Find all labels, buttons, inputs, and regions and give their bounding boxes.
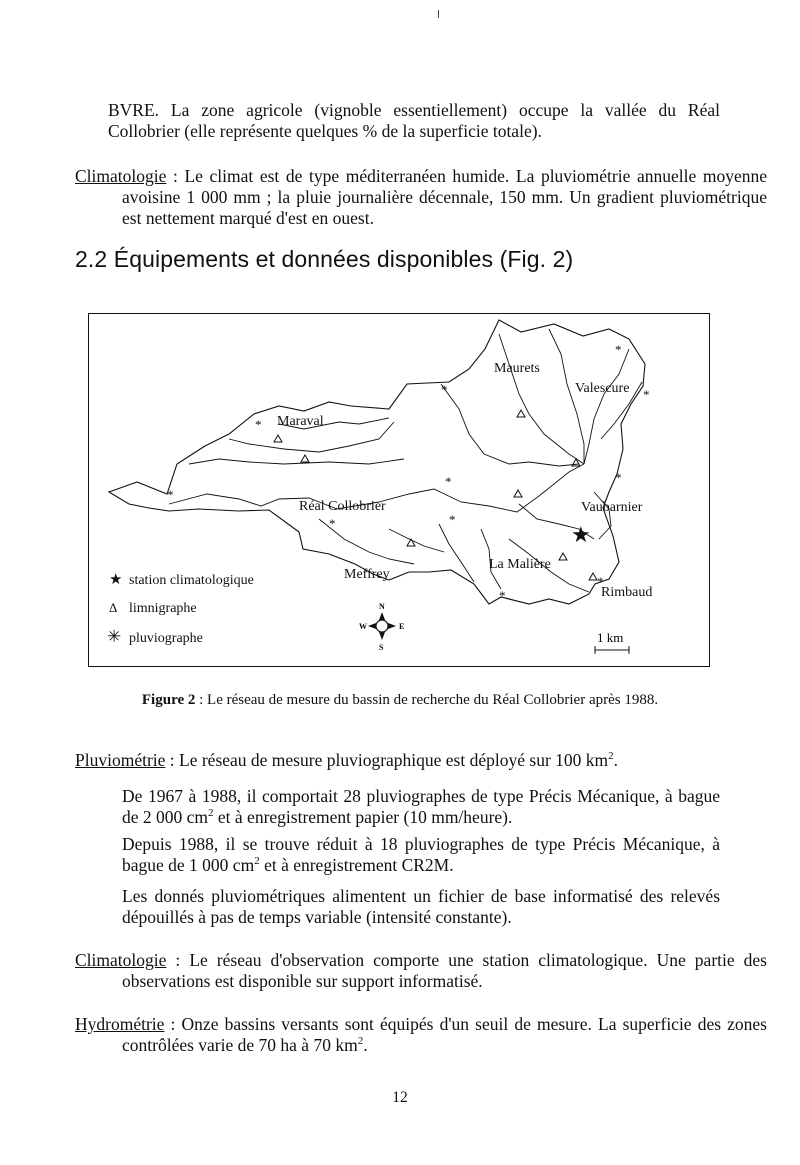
- pluviometrie-1988: Depuis 1988, il se trouve réduit à 18 pluviographes de type Précis Mécanique, à bague de 1 000 $cm^2$ et à enregistrement CR2M.: [122, 834, 720, 875]
- basin-map: [89, 314, 709, 666]
- place-maurets: Maurets: [494, 361, 540, 376]
- place-maraval: Maraval: [277, 414, 324, 429]
- climatologie-2-label: Climatologie: [75, 950, 167, 970]
- limnigraph-icon: [274, 435, 282, 442]
- scale-bar: [595, 630, 629, 654]
- place-real-collobrier: Réal Collobrier: [299, 499, 386, 514]
- place-rimbaud: Rimbaud: [601, 585, 653, 600]
- section-heading: 2.2 Équipements et données disponibles (Fig. 2): [75, 246, 574, 272]
- limnigraph-icon: [559, 553, 567, 560]
- pluviometrie-paragraph: Pluviométrie : Le réseau de mesure pluviographique est déployé sur 100 $km^2$.: [75, 750, 619, 770]
- limnigraph-icon: [514, 490, 522, 497]
- hydrometrie-paragraph: Hydrométrie : Onze bassins versants sont équipés d'un seuil de mesure. La superficie des zones contrôlées varie de 70 ha à 70 $km^2$.: [75, 1014, 767, 1055]
- pluviograph-icon: *: [329, 516, 336, 531]
- legend-limnigraph: limnigraphe: [129, 601, 197, 616]
- limnigraph-markers: [274, 410, 597, 580]
- pluviograph-icon: *: [167, 487, 174, 502]
- pluviometrie-label: Pluviométrie: [75, 750, 166, 770]
- place-valescure: Valescure: [575, 381, 630, 396]
- compass-n: N: [379, 602, 385, 611]
- pluviograph-icon: *: [441, 382, 448, 397]
- compass-s: S: [379, 643, 384, 652]
- scan-mark: [438, 10, 439, 18]
- intro-paragraph: [108, 100, 720, 142]
- climatologie-label: Climatologie: [75, 166, 167, 186]
- place-la-malere: La Malière: [489, 557, 551, 572]
- climatological-station-star-icon: ★: [571, 522, 591, 547]
- asterisk-icon: ✳: [107, 627, 122, 646]
- climatologie-2-paragraph: [75, 950, 767, 992]
- climatologie-text: : Le climat est de type méditerranéen humide. La pluviométrie annuelle moyenne avoisine 1 000 mm ; la pluie journalière décennale, 150 mm. Un gradient pluviométrique est nettement marqué d'est en ouest.: [122, 166, 767, 228]
- pluviometrie-donnees: Les donnés pluviométriques alimentent un fichier de base informatisé des relevés dépouillés à pas de temps variable (intensité constante).: [122, 886, 720, 927]
- figure-caption: [0, 690, 800, 711]
- pluviograph-icon: *: [597, 574, 604, 589]
- compass-w: W: [359, 622, 367, 631]
- legend-climatological: station climatologique: [129, 573, 254, 588]
- caption-text: : Le réseau de mesure du bassin de recherche du Réal Collobrier après 1988.: [195, 692, 659, 708]
- climatologie-2-text: : Le réseau d'observation comporte une station climatologique. Une partie des observations est disponible sur support informatisé.: [122, 950, 767, 991]
- hydrometrie-text: : Onze bassins versants sont équipés d'un seuil de mesure. La superficie des zones contrôlées varie de 70 ha à 70 km: [122, 1014, 767, 1055]
- pluviograph-icon: *: [615, 470, 622, 485]
- scale-label: 1 km: [597, 630, 624, 645]
- star-icon: ★: [109, 572, 123, 588]
- place-meffrey: Meffrey: [344, 567, 390, 582]
- pluviometrie-text: : Le réseau de mesure pluviographique est déployé sur 100 km: [165, 750, 609, 770]
- caption-label: Figure 2: [141, 692, 196, 708]
- figure-2-map: [88, 313, 710, 667]
- pluviograph-icon: *: [615, 342, 622, 357]
- legend: [107, 572, 254, 646]
- place-vaubarnier: Vaubarnier: [581, 500, 643, 515]
- climatologie-paragraph: [75, 166, 767, 229]
- pluviometrie-sup: 2: [608, 750, 614, 763]
- river-network: [169, 329, 642, 592]
- intro-text: BVRE. La zone agricole (vignoble essentiellement) occupe la vallée du Réal Collobrier (elle représente quelques % de la superficie totale).: [108, 100, 720, 141]
- hydrometrie-label: Hydrométrie: [75, 1014, 165, 1034]
- pluviograph-icon: *: [449, 512, 456, 527]
- legend-pluviograph: pluviographe: [129, 631, 203, 646]
- limnigraph-icon: [301, 455, 309, 462]
- limnigraph-icon: [517, 410, 525, 417]
- compass-e: E: [399, 622, 405, 631]
- triangle-icon: Δ: [109, 600, 118, 615]
- pluviograph-icon: *: [255, 417, 262, 432]
- page-number: 12: [392, 1089, 408, 1106]
- compass-rose: [359, 602, 404, 652]
- basin-outline: [109, 320, 645, 604]
- pluviograph-icon: *: [643, 387, 650, 402]
- limnigraph-icon: [589, 573, 597, 580]
- pluviograph-icon: *: [499, 588, 506, 603]
- pluviometrie-1967: De 1967 à 1988, il comportait 28 pluviographes de type Précis Mécanique, à bague de 2 000 $cm^2$ et à enregistrement papier (10 mm/heure).: [122, 786, 720, 827]
- pluviograph-icon: *: [445, 474, 452, 489]
